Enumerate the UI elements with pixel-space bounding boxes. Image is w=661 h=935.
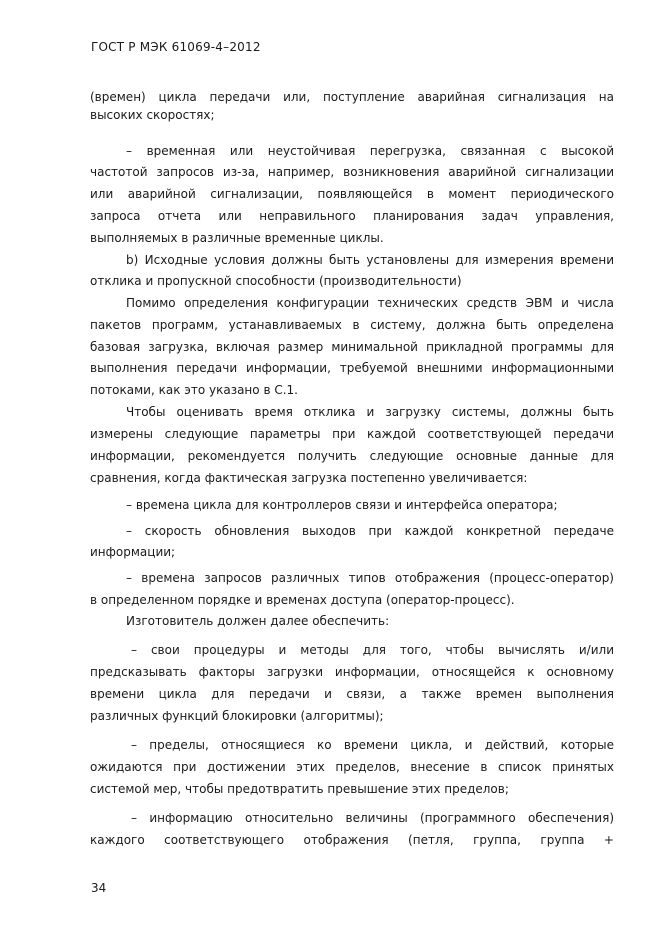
text-line: потоками, как это указано в С.1. (90, 383, 298, 397)
text-line: (времен) цикла передачи или, поступление аварийная сигнализация на (90, 90, 614, 104)
list-item-dash: – свои процедуры и методы для того, чтобы вычислять и/или (131, 643, 614, 657)
text-line: измерены следующие параметры при каждой соответствующей передачи (90, 427, 614, 441)
text-line: информации; (90, 545, 176, 559)
text-line: базовая загрузка, включая размер минимальной прикладной программы для (90, 340, 614, 354)
text-line: в определенном порядке и временах доступа (оператор-процесс). (90, 593, 515, 607)
text-line: ожидаются при достижении этих пределов, внесение в список принятых (90, 760, 614, 774)
item-b: b) Исходные условия должны быть установлены для измерения времени (126, 253, 614, 267)
text-line: выполняемых в различные временные циклы. (90, 231, 384, 245)
text-line: каждого соответствующего отображения (петля, группа, группа + (90, 833, 614, 847)
paragraph-start: Помимо определения конфигурации технических средств ЭВМ и числа (126, 296, 614, 310)
text-line: запроса отчета или неправильного планирования задач управления, (90, 209, 614, 223)
list-item-dash: – информацию относительно величины (программного обеспечения) (131, 811, 614, 825)
text-line: или аварийной сигнализации, появляющейся в момент периодического (90, 187, 614, 201)
list-item-dash: – времена запросов различных типов отображения (процесс-оператор) (126, 571, 614, 585)
page-number: 34 (91, 881, 107, 895)
list-item-dash: – скорость обновления выходов при каждой конкретной передаче (126, 524, 614, 538)
standard-header: ГОСТ Р МЭК 61069-4–2012 (91, 40, 261, 54)
text-line: информации, рекомендуется получить следующие основные данные для (90, 449, 614, 463)
text-line: выполнения передачи информации, требуемой внешними информационными (90, 361, 614, 375)
list-item-dash: – пределы, относящиеся ко времени цикла, и действий, которые (131, 738, 614, 752)
list-item-dash: – временная или неустойчивая перегрузка, связанная с высокой (126, 144, 614, 158)
text-line: системой мер, чтобы предотвратить превышение этих пределов; (90, 782, 509, 796)
text-line: предсказывать факторы загрузки информации, относящейся к основному (90, 665, 614, 679)
paragraph-start: Чтобы оценивать время отклика и загрузку системы, должны быть (126, 405, 614, 419)
text-line: сравнения, когда фактическая загрузка постепенно увеличивается: (90, 471, 528, 485)
text-line: отклика и пропускной способности (производительности) (90, 274, 462, 288)
text-line: пакетов программ, устанавливаемых в систему, должна быть определена (90, 318, 614, 332)
paragraph-start: Изготовитель должен далее обеспечить: (126, 614, 390, 628)
text-line: частотой запросов из-за, например, возникновения аварийной сигнализации (90, 165, 614, 179)
text-line: высоких скоростях; (90, 108, 215, 122)
list-item-dash: – времена цикла для контроллеров связи и интерфейса оператора; (126, 498, 558, 512)
text-line: различных функций блокировки (алгоритмы); (90, 709, 384, 723)
text-line: времени цикла для передачи и связи, а также времен выполнения (90, 687, 614, 701)
